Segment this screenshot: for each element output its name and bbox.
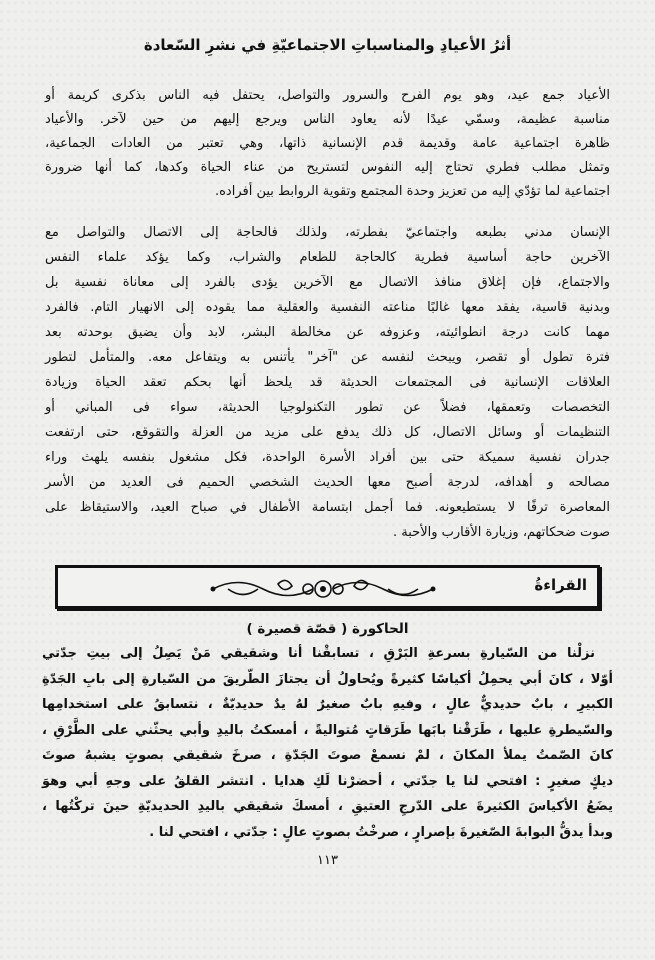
text-line: فترة تطول أو تقصر، ويبحث لنفسه عن "آخر" يأتنس به ويتفاعل معه. والمتأمل لتطور [45,350,610,365]
text-line: الكبيرِ ، بابٌ حديديٌّ عالٍ ، وفيهِ بابٌ صغيرٌ لهُ يدٌ حديديّةٌ ، نتسابقُ على استخدامِها [42,697,613,712]
section-label: القراءةُ [534,576,587,594]
text-line: مهما كانت درجة انطوائيته، وعزوفه عن مخالطة البشر، لابد وأن يضيق بوحدته بعد [45,325,610,340]
page-number: ١١٣ [317,853,338,868]
text-line: التخصصات وتعمقها، فضلاً عن تطور التكنولوجيا الحديثة، سواء فى المباني أو [45,400,610,415]
text-line: ديكٍ صغيرٍ : افتحي لنا يا جدّتي ، أحضرْنا لَكِ هدايا . انتشر القلقُ على وجهِ أبي وهوَ [42,773,613,789]
text-line: وبدأ يدقُّ البوابةَ الصّغيرةَ بإصرارٍ ، صرخْتُ بصوتٍ عالٍ : جدّتي ، افتحي لنا . [149,824,613,840]
text-line: اجتماعية لما تؤدّي إليه من تعزيز وحدة المجتمع وتقوية الروابط بين أفراده. [214,184,610,199]
reading-section-header [55,565,600,609]
text-line: والاجتماع، فإن إغلاق منافذ الاتصال مع الآخرين يؤدى بالفرد إلى معاناة نفسية بل [45,275,610,290]
floral-ornament-icon [208,574,438,604]
text-line: صوت ضحكاتهم، وزيارة الأقارب والأحبة . [393,525,610,540]
text-line: نزلْنا من السّيارةِ بسرعةِ البَرْقِ ، تسابقْنا أنا وشقيقي مَنْ يَصِلُ إلى بيتِ جدّتي [42,646,595,661]
paragraph-social-human [42,220,613,545]
story-title: الحاكورة ( قصّة قصيرة ) [246,621,409,637]
paragraph-holidays [42,84,613,204]
text-line: العلاقات الإنسانية فى المجتمعات الحديثة قد يلحظ أنها بحكم تعقد الحياة وزيادة [45,375,610,390]
text-line: أوّلا ، كانَ أبي يحمِلُ أكياسًا كثيرةً ويُحاولُ أن يجتازَ الطّريقَ من السّيارةِ إلى بابِ الجَدّةِ [42,671,613,687]
text-line: الإنسان مدني بطبعه واجتماعيّ بفطرته، ولذلك فالحاجة إلى الاتصال والتواصل مع [45,225,610,240]
page-title: أثرُ الأعيادِ والمناسباتِ الاجتماعيّةِ في نشرِ السّعادة [143,36,512,54]
text-line: والسّيطرةِ عليها ، طَرَقْنا بابَها طَرَقاتٍ مُتواليةً ، أمسكتُ باليدِ وأبي يحثّني على الطَّرْقِ ، [42,722,613,738]
text-line: مناسبة عظيمة، وسمّي عيدًا لأنه يعاود الناس ويرجع إليهم من حين لآخر. والأعياد [45,112,610,127]
text-line: الآخرين حاجة أساسية فطرية كالحاجة للطعام والشراب، وكما يؤكد علماء النفس [45,250,610,265]
text-line: جدران نفسية سميكة حتى بين أفراد الأسرة الواحدة، فكل مشغول بنفسه يلهث وراء [45,450,610,465]
text-line: مصالحه و أهدافه، لدرجة أصبح معها الحديث الشخصي الحميم فى العديد من الأسر [45,475,610,490]
text-line: المعاصرة ترفًا لا يستطيعونه. فما أجمل ابتسامة الأطفال في صباح العيد، والاستيقاظ على [45,500,610,515]
text-line: الأعياد جمع عيد، وهو يوم الفرح والسرور والتواصل، يحتفل فيه الناس بذكرى كريمة أو [45,88,610,103]
text-line: وتمثل مطلب فطري تحتاج إليه النفوس لتستريح من عناء الحياة وكدها، كما أنها ضرورة [45,160,610,175]
text-line: وبدنية قاسية، يفقد معها غالبًا مناعته النفسية والعقلية مما يقوده إلى الانهيار التام. فالفرد [45,300,610,315]
text-line: التنظيمات أو وسائل الاتصال، كل ذلك يدفع على مزيد من العزلة والتقوقع، حتى ارتفعت [45,425,610,440]
text-line: ظاهرة اجتماعية عامة وقديمة قدم الإنسانية ذاتها، وهي تعتبر من العادات الجماعية، [45,136,610,151]
text-line: يضَعُ الأكياسَ الكثيرةَ على الدّرجِ العتيقِ ، أمسكَ شقيقي باليدِ الحديديّةِ حينَ تركْتُها ، [42,799,613,814]
text-line: كانَ الصّمتُ يملأ المكانَ ، لمْ نسمعْ صوتَ الجَدّةِ ، صرخَ شقيقي بصوتٍ يشبهُ صوتَ [42,748,613,763]
story-paragraph [42,641,613,845]
